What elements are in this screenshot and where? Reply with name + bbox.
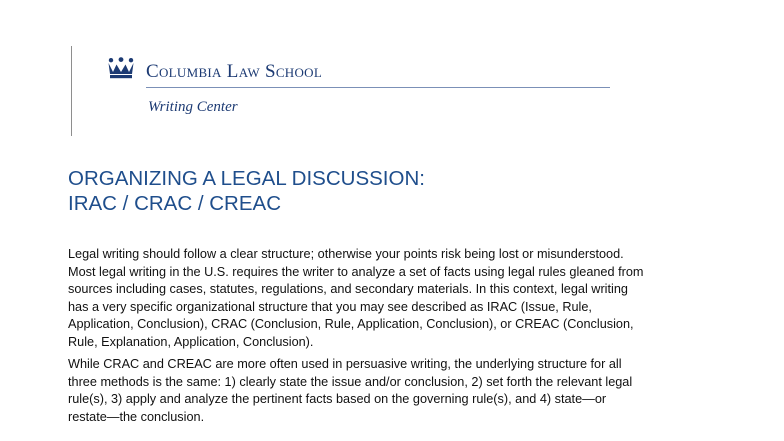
paragraph-line: Rule, Explanation, Application, Conclusion). [68, 334, 314, 349]
paragraph-line: While CRAC and CREAC are more often used in persuasive writing, the underlying structure for all [68, 357, 622, 371]
document-title [68, 166, 425, 216]
title-line: ORGANIZING A LEGAL DISCUSSION: [68, 167, 425, 190]
paragraph-line: Most legal writing in the U.S. requires the writer to analyze a set of facts using legal rules gleaned from [68, 264, 644, 279]
structure-paragraph [68, 356, 718, 426]
department-name: Writing Center [148, 99, 238, 115]
header-rule [146, 87, 610, 88]
paragraph-line: has a very specific organizational structure that you may see described as IRAC (Issue, Rule, [68, 299, 592, 314]
margin-rule [71, 46, 72, 136]
paragraph-line: three methods is the same: 1) clearly state the issue and/or conclusion, 2) set forth the relevant legal [68, 374, 633, 389]
paragraph-line: rule(s), 3) apply and analyze the pertinent facts based on the governing rule(s), and 4) state—or [68, 392, 607, 406]
paragraph-line: restate—the conclusion. [68, 409, 205, 424]
title-line: IRAC / CRAC / CREAC [68, 192, 281, 215]
institution-name: Columbia Law School [146, 61, 323, 82]
crown-icon [107, 57, 135, 79]
paragraph-line: Application, Conclusion), CRAC (Conclusion, Rule, Application, Conclusion), or CREAC (Conclusion, [68, 317, 634, 331]
paragraph-line: sources including cases, statutes, regulations, and secondary materials. In this context, legal writing [68, 282, 628, 296]
intro-paragraph [68, 246, 718, 351]
paragraph-line: Legal writing should follow a clear structure; otherwise your points risk being lost or misunderstood. [68, 247, 624, 261]
